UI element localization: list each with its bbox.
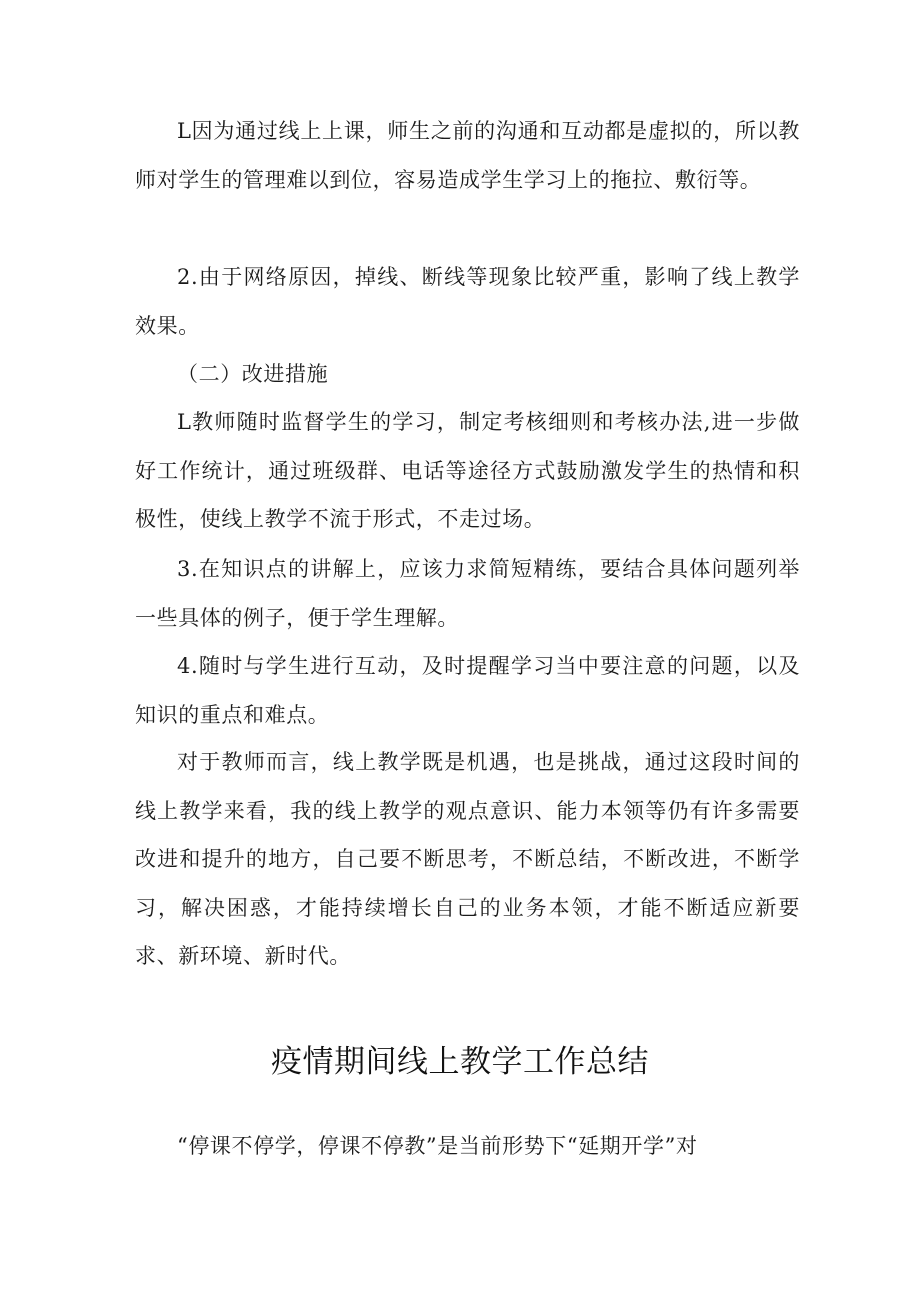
paragraph-measure-1: L教师随时监督学生的学习，制定考核细则和考核办法,进一步做好工作统计，通过班级群、电话等途径方式鼓励激发学生的热情和积极性，使线上教学不流于形式，不走过场。 (135, 410, 800, 531)
paragraph-issue-1: L因为通过线上上课，师生之前的沟通和互动都是虚拟的，所以教师对学生的管理难以到位，容易造成学生学习上的拖拉、敷衍等。 (135, 119, 800, 192)
paragraph-intro: “停课不停学，停课不停教”是当前形势下“延期开学”对 (177, 1134, 698, 1158)
section-heading-improvements: （二）改进措施 (177, 362, 329, 386)
document-title: 疫情期间线上教学工作总结 (271, 1044, 649, 1080)
paragraph-issue-2: 2.由于网络原因，掉线、断线等现象比较严重，影响了线上教学效果。 (135, 265, 800, 338)
paragraph-measure-4: 4.随时与学生进行互动，及时提醒学习当中要注意的问题，以及知识的重点和难点。 (135, 654, 800, 727)
paragraph-measure-3: 3.在知识点的讲解上，应该力求简短精练，要结合具体问题列举一些具体的例子，便于学生理解。 (135, 557, 800, 630)
paragraph-conclusion: 对于教师而言，线上教学既是机遇，也是挑战，通过这段时间的线上教学来看，我的线上教学的观点意识、能力本领等仍有许多需要改进和提升的地方，自己要不断思考，不断总结，不断改进，不断学习，解决困惑，才能持续增长自己的业务本领，才能不断适应新要求、新环境、新时代。 (135, 750, 800, 968)
